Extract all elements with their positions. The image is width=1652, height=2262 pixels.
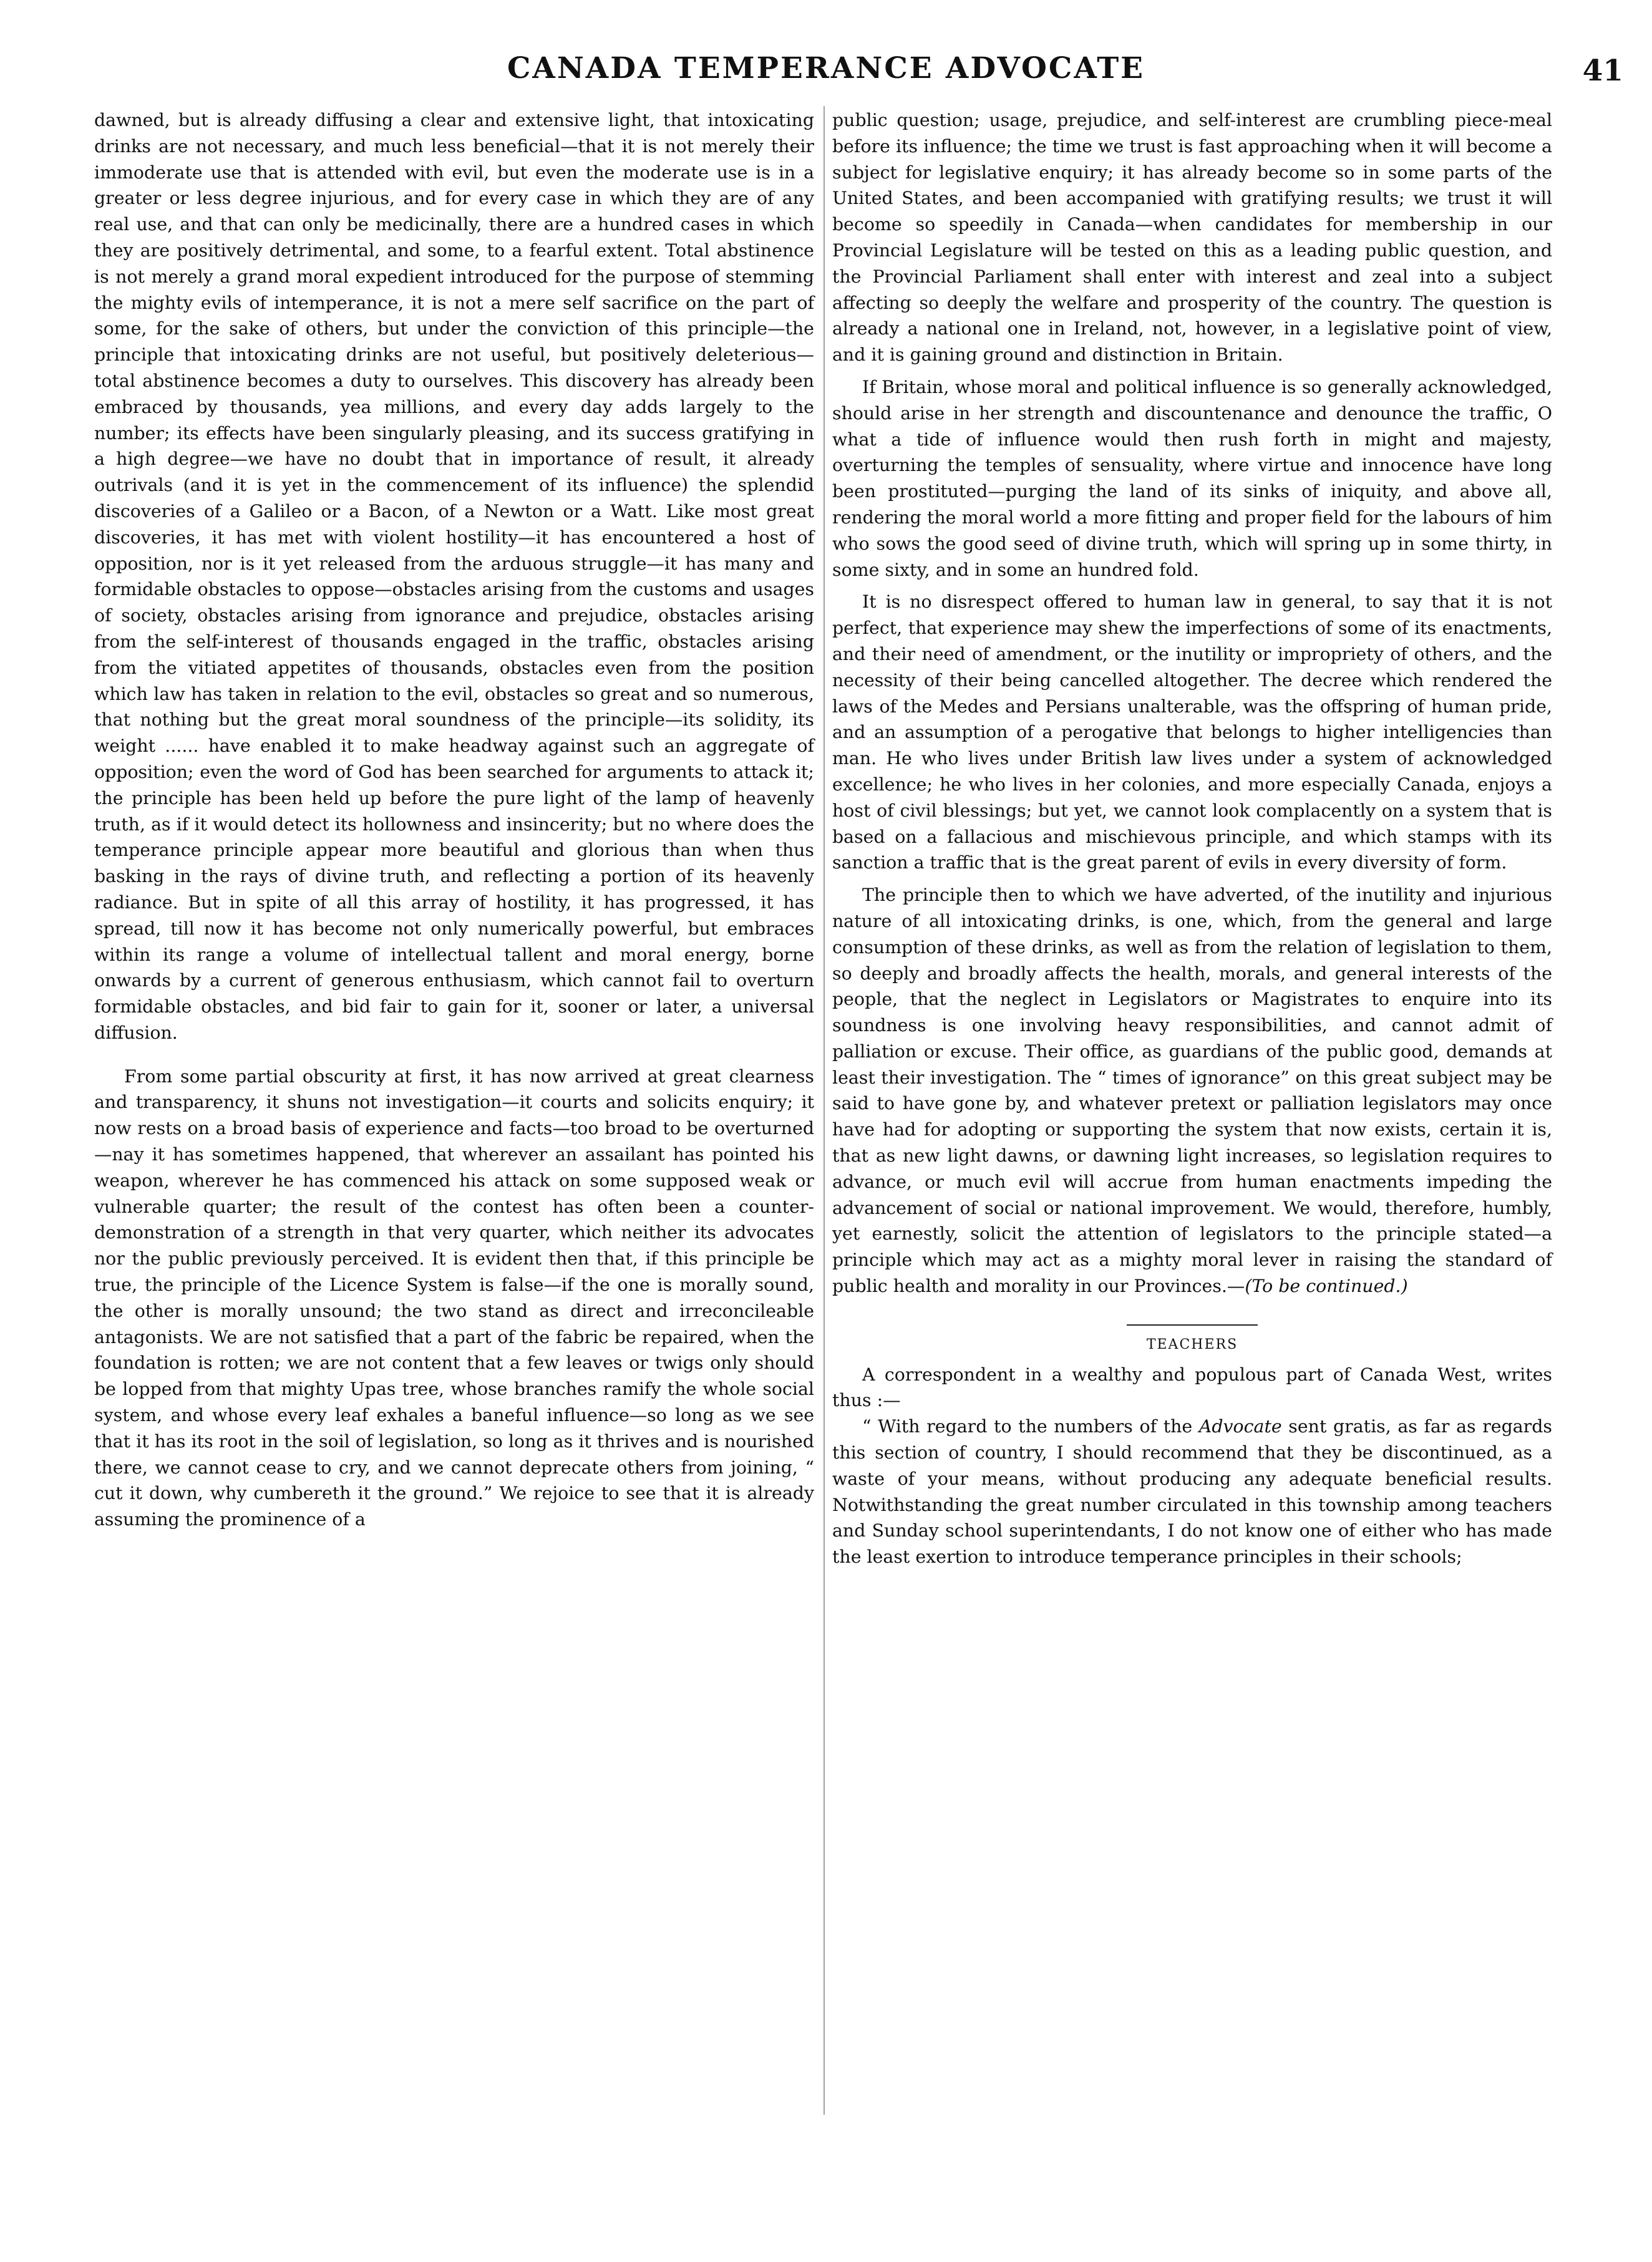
right-paragraph-4 [832, 882, 1552, 1299]
right-column [832, 107, 1552, 1570]
section-rule [1127, 1324, 1258, 1326]
left-paragraph-1: dawned, but is already diffusing a clear and extensive light, that intoxicating drinks are not necessary, and much less beneficial—that it is not merely their immoderate use that is attended with evil, but even the moderate use is in a greater or less degree injurious, and for every case in which they are of any real use, and that can only be medicinally, there are a hundred cases in which they are positively detrimental, and some, to a fearful extent. Total abstinence is not merely a grand moral expedient introduced for the purpose of stemming the mighty evils of intemperance, it is not a mere self sacrifice on the part of some, for the sake of others, but under the conviction of this principle—the principle that intoxicating drinks are not useful, but positively deleterious—total abstinence becomes a duty to ourselves. This discovery has already been embraced by thousands, yea millions, and every day adds largely to the number; its effects have been singularly pleasing, and its success gratifying in a high degree—we have no doubt that in importance of result, it already outrivals (and it is yet in the commencement of its influence) the splendid discoveries of a Galileo or a Bacon, of a Newton or a Watt. Like most great discoveries, it has met with violent hostility—it has encountered a host of opposition, nor is it yet released from the arduous struggle—it has many and formidable obstacles to oppose—obstacles arising from the customs and usages of society, obstacles arising from ignorance and prejudice, obstacles arising from the self-interest of thousands engaged in the traffic, obstacles arising from the vitiated appetites of thousands, obstacles even from the position which law has taken in relation to the evil, obstacles so great and so numerous, that nothing but the great moral soundness of the principle—its solidity, its weight ...... have enabled it to make headway against such an aggregate of opposition; even the word of God has been searched for arguments to attack it; the principle has been held up before the pure light of the lamp of heavenly truth, as if it would detect its hollowness and insincerity; but no where does the temperance principle appear more beautiful and glorious than when thus basking in the rays of divine truth, and reflecting a portion of its heavenly radiance. But in spite of all this array of hostility, it has progressed, it has spread, till now it has become not only numerically powerful, but embraces within its range a volume of intellectual tallent and moral energy, borne onwards by a current of generous enthusiasm, which cannot fail to overturn formidable obstacles, and bid fair to gain for it, sooner or later, a universal diffusion. [94, 110, 814, 1043]
to-be-continued: (To be continued.) [1245, 1276, 1408, 1297]
page-header [0, 51, 1652, 95]
newspaper-title: CANADA TEMPERANCE ADVOCATE [507, 51, 1145, 85]
section-title-teachers: TEACHERS [1146, 1336, 1238, 1352]
page-number: 41 [1582, 54, 1623, 88]
left-paragraph-2: From some partial obscurity at first, it has now arrived at great clearness and transparency, it shuns not investigation—it courts and solicits enquiry; it now rests on a broad basis of experience and facts—too broad to be overturned—nay it has sometimes happened, that wherever an assailant has pointed his weapon, wherever he has commenced his attack on some supposed weak or vulnerable quarter; the result of the contest has often been a counter-demonstration of a strength in that very quarter, which neither its advocates nor the public previously perceived. It is evident then that, if this principle be true, the principle of the Licence System is false—if the one is morally sound, the other is morally unsound; the two stand as direct and irreconcileable antagonists. We are not satisfied that a part of the fabric be repaired, when the foundation is rotten; we are not content that a few leaves or twigs only should be lopped from that mighty Upas tree, whose branches ramify the whole social system, and whose every leaf exhales a baneful influence—so long as we see that it has its root in the soil of legislation, so long as it thrives and is nourished there, we cannot cease to cry, and we cannot deprecate others from joining, “ cut it down, why cumbereth it the ground.” We rejoice to see that it is already assuming the prominence of a [94, 1065, 814, 1530]
quote-text-start: “ With regard to the numbers of the [862, 1416, 1199, 1437]
right-paragraph-2: If Britain, whose moral and political influence is so generally acknowledged, should arise in her strength and discountenance and denounce the traffic, O what a tide of influence would then rush forth in might and majesty, overturning the temples of sensuality, where virtue and innocence have long been prostituted—purging the land of its sinks of iniquity, and above all, rendering the moral world a more fitting and proper field for the labours of him who sows the good seed of divine truth, which will spring up in some thirty, in some sixty, and in some an hundred fold. [832, 376, 1552, 580]
left-column [94, 107, 814, 1533]
quote-advocate-italic: Advocate [1198, 1416, 1282, 1437]
right-paragraph-1: public question; usage, prejudice, and self-interest are crumbling piece-meal before its influence; the time we trust is fast approaching when it will become a subject for legislative enquiry; it has already become so in some parts of the United States, and been accompanied with gratifying results; we trust it will become so speedily in Canada—when candidates for membership in our Provincial Legislature will be tested on this as a leading public question, and the Provincial Parliament shall enter with interest and zeal into a subject affecting so deeply the welfare and prosperity of the country. The question is already a national one in Ireland, not, however, in a legislative point of view, and it is gaining ground and distinction in Britain. [832, 110, 1552, 366]
column-divider [824, 106, 825, 2115]
teachers-intro: A correspondent in a wealthy and populous part of Canada West, writes thus :— [832, 1364, 1552, 1411]
teachers-quote [832, 1414, 1552, 1570]
quote-text-rest: sent gratis, as far as regards this section of country, I should recommend that they be discontinued, as a waste of your means, without producing any adequate beneficial results. Notwithstanding the great number circulated in this township among teachers and Sunday school superintendants, I do not know one of either who has made the least exertion to introduce temperance principles in their schools; [832, 1416, 1552, 1568]
paragraph-4-text: The principle then to which we have adverted, of the inutility and injurious nature of all intoxicating drinks, is one, which, from the general and large consumption of these drinks, as well as from the relation of legislation to them, so deeply and broadly affects the health, morals, and general interests of the people, that the neglect in Legislators or Magistrates to enquire into its soundness is one involving heavy responsibilities, and cannot admit of palliation or excuse. Their office, as guardians of the public good, demands at least their investigation. The “ times of ignorance” on this great subject may be said to have gone by, and whatever pretext or palliation legislators may once have had for adopting or supporting the system that now exists, certain it is, that as new light dawns, or dawning light increases, so legislation requires to advance, or much evil will accrue from human enactments impeding the advancement of social or national improvement. We would, therefore, humbly, yet earnestly, solicit the attention of legislators to the principle stated—a principle which may act as a mighty moral lever in raising the standard of public health and morality in our Provinces.— [832, 885, 1552, 1297]
right-paragraph-3: It is no disrespect offered to human law in general, to say that it is not perfect, that experience may shew the imperfections of some of its enactments, and their need of amendment, or the inutility or impropriety of others, and the necessity of their being cancelled altogether. The decree which rendered the laws of the Medes and Persians unalterable, was the offspring of human pride, and an assumption of a perogative that belongs to higher intelligencies than man. He who lives under British law lives under a system of acknowledged excellence; he who lives in her colonies, and more especially Canada, enjoys a host of civil blessings; but yet, we cannot look complacently on a system that is based on a fallacious and mischievous principle, and which stamps with its sanction a traffic that is the great parent of evils in every diversity of form. [832, 591, 1552, 873]
